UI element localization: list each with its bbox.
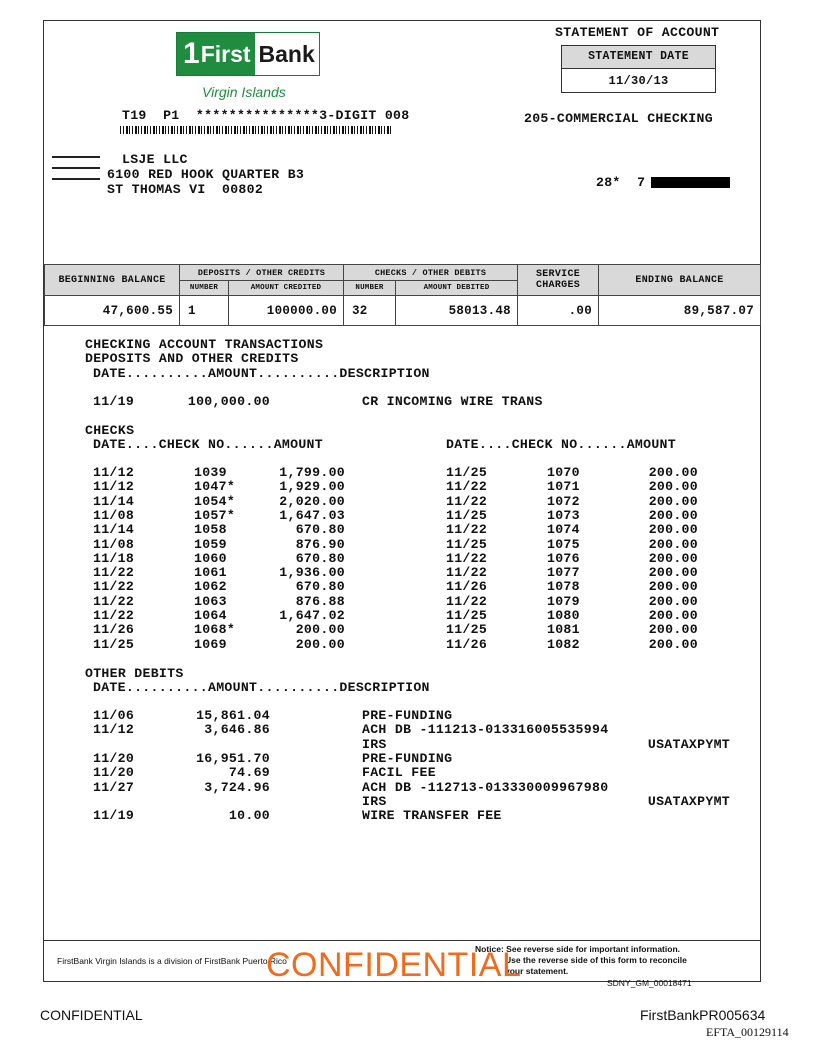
hdr-service-charges bbox=[518, 265, 599, 296]
check-date: 11/25 bbox=[446, 465, 488, 480]
check-date: 11/12 bbox=[93, 465, 135, 480]
val-amount-debited: 58013.48 bbox=[396, 296, 518, 326]
debit-description: ACH DB -112713-013330009967980 bbox=[362, 779, 609, 795]
check-number: 1039 bbox=[194, 465, 227, 480]
check-date: 11/08 bbox=[93, 536, 135, 552]
deposit-amount: 100,000.00 bbox=[187, 394, 270, 409]
check-date: 11/22 bbox=[446, 550, 488, 566]
check-amount: 200.00 bbox=[648, 593, 698, 609]
bates-small: SDNY_GM_00018471 bbox=[607, 978, 692, 988]
check-date: 11/22 bbox=[93, 579, 135, 595]
rule-mark-1 bbox=[52, 156, 100, 158]
check-number: 1079 bbox=[547, 593, 580, 609]
check-number: 1060 bbox=[194, 550, 227, 566]
check-number: 1076 bbox=[547, 550, 580, 566]
debit-description: IRS bbox=[362, 793, 387, 809]
check-amount: 670.80 bbox=[295, 579, 345, 595]
redaction-bar bbox=[651, 177, 730, 188]
check-number: 1074 bbox=[547, 522, 580, 538]
debit-amount: 16,951.70 bbox=[196, 750, 270, 766]
hdr-amount-debited: AMOUNT DEBITED bbox=[396, 281, 518, 296]
debit-description: PRE-FUNDING bbox=[362, 750, 453, 766]
check-number: 1070 bbox=[547, 465, 580, 480]
footer-divider bbox=[43, 940, 761, 941]
hdr-dep-number: NUMBER bbox=[180, 281, 229, 296]
debit-amount: 15,861.04 bbox=[196, 708, 270, 723]
check-date: 11/26 bbox=[446, 636, 488, 652]
check-date: 11/22 bbox=[446, 493, 488, 509]
account-type: 205-COMMERCIAL CHECKING bbox=[524, 111, 713, 126]
hdr-beginning-balance: BEGINNING BALANCE bbox=[45, 265, 180, 296]
check-amount: 2,020.00 bbox=[279, 493, 345, 509]
check-amount: 1,647.02 bbox=[279, 608, 345, 623]
check-amount: 1,936.00 bbox=[279, 565, 345, 581]
check-amount: 200.00 bbox=[648, 636, 698, 652]
check-amount: 670.80 bbox=[295, 522, 345, 538]
check-date: 11/25 bbox=[93, 636, 135, 652]
debit-amount: 74.69 bbox=[228, 765, 270, 781]
check-date: 11/14 bbox=[93, 493, 135, 509]
val-service-charges: .00 bbox=[518, 296, 599, 326]
debit-extra: USATAXPYMT bbox=[647, 793, 730, 809]
check-date: 11/22 bbox=[446, 593, 488, 609]
deposit-date: 11/19 bbox=[93, 394, 135, 409]
check-number: 1071 bbox=[547, 479, 580, 495]
bates-number: FirstBankPR005634 bbox=[640, 1007, 766, 1023]
val-amount-credited: 100000.00 bbox=[229, 296, 344, 326]
check-number: 1072 bbox=[547, 493, 580, 509]
check-amount: 200.00 bbox=[295, 636, 345, 652]
checks-header-left: DATE....CHECK NO......AMOUNT bbox=[93, 437, 323, 452]
mailing-code-line: T19 P1 ***************3-DIGIT 008 bbox=[122, 108, 410, 123]
customer-address-2: ST THOMAS VI 00802 bbox=[107, 182, 264, 197]
statement-date-label: STATEMENT DATE bbox=[562, 46, 715, 69]
check-amount: 200.00 bbox=[648, 479, 698, 495]
val-chk-number: 32 bbox=[344, 296, 396, 326]
debit-amount: 3,646.86 bbox=[204, 722, 270, 738]
debits-header: DATE..........AMOUNT..........DESCRIPTION bbox=[93, 680, 430, 695]
logo-bank: Bank bbox=[258, 40, 315, 67]
check-number: 1077 bbox=[547, 565, 580, 581]
debit-date: 11/19 bbox=[93, 808, 135, 824]
check-date: 11/25 bbox=[446, 536, 488, 552]
deposit-description: CR INCOMING WIRE TRANS bbox=[362, 394, 543, 409]
check-number: 1064 bbox=[194, 608, 227, 623]
debits-title: OTHER DEBITS bbox=[85, 666, 184, 681]
hdr-service-line1: SERVICE bbox=[535, 269, 581, 280]
check-amount: 1,799.00 bbox=[279, 465, 345, 480]
check-amount: 200.00 bbox=[648, 536, 698, 552]
check-date: 11/25 bbox=[446, 608, 488, 623]
debit-description: PRE-FUNDING bbox=[362, 708, 453, 723]
check-date: 11/26 bbox=[93, 622, 135, 638]
check-date: 11/22 bbox=[93, 565, 135, 581]
check-amount: 200.00 bbox=[648, 493, 698, 509]
check-number: 1054* bbox=[194, 493, 236, 509]
customer-name: LSJE LLC bbox=[122, 152, 188, 167]
check-number: 1047* bbox=[194, 479, 236, 495]
check-number: 1058 bbox=[194, 522, 227, 538]
balance-summary-table bbox=[44, 264, 761, 326]
footer-division: FirstBank Virgin Islands is a division of FirstBank Puerto Rico bbox=[57, 956, 287, 966]
statement-date-box bbox=[561, 45, 716, 93]
hdr-chk-number: NUMBER bbox=[344, 281, 396, 296]
check-amount: 200.00 bbox=[648, 565, 698, 581]
check-date: 11/22 bbox=[446, 565, 488, 581]
val-beginning-balance: 47,600.55 bbox=[45, 296, 180, 326]
customer-address-1: 6100 RED HOOK QUARTER B3 bbox=[107, 167, 305, 182]
section-title: CHECKING ACCOUNT TRANSACTIONS bbox=[85, 337, 324, 352]
check-amount: 200.00 bbox=[648, 579, 698, 595]
firstbank-logo bbox=[176, 32, 320, 76]
debit-amount: 3,724.96 bbox=[204, 779, 270, 795]
check-amount: 876.90 bbox=[295, 536, 345, 552]
check-amount: 200.00 bbox=[648, 522, 698, 538]
confidential-label: CONFIDENTIAL bbox=[40, 1007, 143, 1023]
check-date: 11/25 bbox=[446, 507, 488, 523]
checks-title: CHECKS bbox=[85, 423, 135, 438]
check-number: 1080 bbox=[547, 608, 580, 623]
rule-mark-3 bbox=[52, 178, 100, 180]
debit-date: 11/27 bbox=[93, 779, 135, 795]
footer-notice-3: your statement. bbox=[505, 966, 569, 976]
rule-mark-2 bbox=[52, 167, 100, 169]
check-number: 1068* bbox=[194, 622, 236, 638]
deposits-title: DEPOSITS AND OTHER CREDITS bbox=[85, 351, 299, 366]
deposits-header: DATE..........AMOUNT..........DESCRIPTION bbox=[93, 366, 430, 381]
check-amount: 1,929.00 bbox=[279, 479, 345, 495]
check-number: 1082 bbox=[547, 636, 580, 652]
debit-description: WIRE TRANSFER FEE bbox=[362, 808, 502, 824]
check-amount: 200.00 bbox=[295, 622, 345, 638]
check-number: 1073 bbox=[547, 507, 580, 523]
debit-extra: USATAXPYMT bbox=[647, 736, 730, 752]
check-amount: 1,647.03 bbox=[279, 507, 345, 523]
check-amount: 200.00 bbox=[648, 622, 698, 638]
val-dep-number: 1 bbox=[180, 296, 229, 326]
check-number: 1081 bbox=[547, 622, 580, 638]
check-date: 11/25 bbox=[446, 622, 488, 638]
check-date: 11/08 bbox=[93, 507, 135, 523]
footer-notice-2: Use the reverse side of this form to reconcile bbox=[505, 955, 687, 965]
logo-one: 1 bbox=[183, 37, 200, 70]
debit-amount: 10.00 bbox=[228, 808, 270, 824]
check-date: 11/26 bbox=[446, 579, 488, 595]
debit-description: IRS bbox=[362, 736, 387, 752]
check-amount: 200.00 bbox=[648, 507, 698, 523]
hdr-amount-credited: AMOUNT CREDITED bbox=[229, 281, 344, 296]
check-number: 1078 bbox=[547, 579, 580, 595]
check-amount: 200.00 bbox=[648, 608, 698, 623]
check-amount: 200.00 bbox=[648, 550, 698, 566]
debit-date: 11/12 bbox=[93, 722, 135, 738]
check-amount: 200.00 bbox=[648, 465, 698, 480]
check-number: 1059 bbox=[194, 536, 227, 552]
check-date: 11/18 bbox=[93, 550, 135, 566]
hdr-service-line2: CHARGES bbox=[535, 280, 581, 291]
check-date: 11/22 bbox=[446, 479, 488, 495]
confidential-stamp: CONFIDENTIAL bbox=[266, 946, 522, 984]
check-amount: 670.80 bbox=[295, 550, 345, 566]
check-number: 1062 bbox=[194, 579, 227, 595]
check-number: 1069 bbox=[194, 636, 227, 652]
debit-date: 11/06 bbox=[93, 708, 135, 723]
check-date: 11/22 bbox=[446, 522, 488, 538]
hdr-deposits: DEPOSITS / OTHER CREDITS bbox=[180, 265, 344, 281]
check-number: 1061 bbox=[194, 565, 227, 581]
logo-first: First bbox=[200, 40, 251, 67]
check-date: 11/12 bbox=[93, 479, 135, 495]
debit-description: FACIL FEE bbox=[362, 765, 436, 781]
hdr-checks: CHECKS / OTHER DEBITS bbox=[344, 265, 518, 281]
statement-date: 11/30/13 bbox=[608, 74, 669, 88]
account-reference: 28* 7 bbox=[596, 175, 646, 190]
debit-date: 11/20 bbox=[93, 765, 135, 781]
footer-notice-1: Notice: See reverse side for important information. bbox=[475, 944, 680, 954]
check-number: 1075 bbox=[547, 536, 580, 552]
statement-title: STATEMENT OF ACCOUNT bbox=[555, 25, 720, 40]
check-number: 1063 bbox=[194, 593, 227, 609]
efta-number: EFTA_00129114 bbox=[706, 1025, 789, 1039]
check-date: 11/22 bbox=[93, 608, 135, 623]
check-date: 11/14 bbox=[93, 522, 135, 538]
checks-header-right: DATE....CHECK NO......AMOUNT bbox=[446, 437, 676, 452]
check-date: 11/22 bbox=[93, 593, 135, 609]
logo-subtitle: Virgin Islands bbox=[202, 84, 286, 100]
val-ending-balance: 89,587.07 bbox=[599, 296, 761, 326]
debit-date: 11/20 bbox=[93, 750, 135, 766]
debit-description: ACH DB -111213-013316005535994 bbox=[362, 722, 609, 738]
hdr-ending-balance: ENDING BALANCE bbox=[599, 265, 761, 296]
check-amount: 876.88 bbox=[295, 593, 345, 609]
postal-barcode bbox=[120, 126, 392, 134]
check-number: 1057* bbox=[194, 507, 236, 523]
